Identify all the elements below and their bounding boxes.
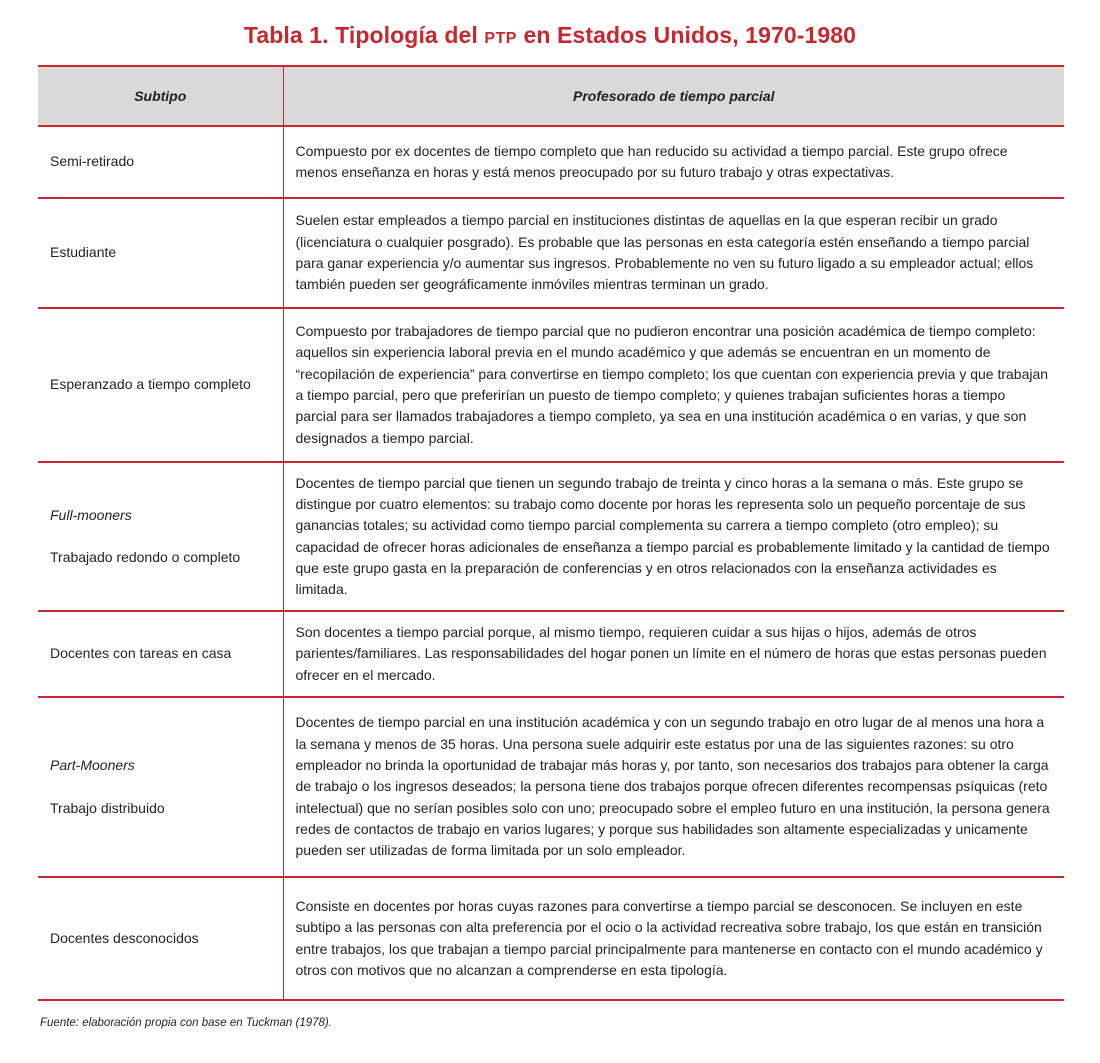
subtype-cell	[38, 877, 283, 1000]
subtype-english-label: Part-Mooners	[50, 757, 135, 774]
table-row	[38, 308, 1064, 462]
table-title-suffix: en Estados Unidos, 1970-1980	[516, 22, 857, 48]
description-cell: Docentes de tiempo parcial que tienen un segundo trabajo de treinta y cinco horas a la semana o más. Este grupo se distingue por cuatro elementos: su trabajo como docente por horas les representa solo un pequeño porcentaje de sus ganancias totales; su actividad como tiempo parcial complementa su carrera a tiempo completo (otro empleo); su capacidad de ofrecer horas adicionales de enseñanza a tiempo parcial es probablemente limitado y la cantidad de tiempo que este grupo gasta en la preparación de conferencias y en otros relacionados con la enseñanza actividades es limitada.	[283, 462, 1064, 611]
subtype-cell	[38, 462, 283, 611]
subtype-label: Docentes desconocidos	[50, 929, 199, 946]
table-row	[38, 877, 1064, 1000]
subtype-label: Docentes con tareas en casa	[50, 645, 232, 662]
subtype-cell	[38, 697, 283, 877]
table-row	[38, 198, 1064, 308]
subtype-label: Trabajado redondo o completo	[50, 549, 241, 565]
table-row	[38, 126, 1064, 198]
table-row	[38, 697, 1064, 877]
subtype-cell	[38, 611, 283, 697]
subtype-label: Semi-retirado	[50, 153, 135, 170]
typology-table	[38, 65, 1064, 1001]
table-row	[38, 462, 1064, 611]
subtype-label: Trabajo distribuido	[50, 799, 165, 816]
description-cell: Compuesto por trabajadores de tiempo parcial que no pudieron encontrar una posición académica de tiempo completo: aquellos sin experiencia laboral previa en el mundo académico y que además se encuentran en un momento de “recopilación de experiencia” para convertirse en tiempo completo; los que cuentan con experiencia previa y que trabajan a tiempo parcial, pero que preferirían un puesto de tiempo completo; y quienes trabajan suficientes horas a tiempo parcial para ser llamados trabajadores a tiempo completo, ya sea en una institución académica o en varias, y que son designados a tiempo parcial.	[283, 308, 1064, 462]
subtype-cell	[38, 198, 283, 308]
subtype-label: Esperanzado a tiempo completo	[50, 376, 251, 393]
header-row	[38, 66, 1064, 126]
header-subtype: Subtipo	[38, 66, 283, 126]
description-cell: Docentes de tiempo parcial en una institución académica y con un segundo trabajo en otro lugar de al menos una hora a la semana y menos de 35 horas. Una persona suele adquirir este estatus por una de las siguientes razones: su otro empleador no brinda la oportunidad de trabajar más horas y, por tanto, son necesarios dos trabajos para obtener la carga de trabajo o los ingresos deseados; la persona tiene dos trabajos porque ofrecen diferentes recompensas psíquicas (reto intelectual) que no serían posibles solo con uno; preocupado sobre el empleo futuro en una institución, la persona genera redes de contactos de trabajo en varios lugares; y porque sus habilidades son altamente especializadas y unicamente pueden ser utilizadas de forma limitada por un solo empleador.	[283, 697, 1064, 877]
description-cell: Consiste en docentes por horas cuyas razones para convertirse a tiempo parcial se desconocen. Se incluyen en este subtipo a las personas con alta preferencia por el ocio o la actividad recreativa sobre trabajo, los que están en transición entre trabajos, los que trabajan a tiempo parcial principalmente para mantenerse en contacto con el mundo académico y otros con motivos que no alcanzan a comprenderse en esta tipología.	[283, 877, 1064, 1000]
source-note: Fuente: elaboración propia con base en Tuckman (1978).	[40, 1017, 332, 1029]
table-title-prefix: Tabla 1. Tipología del	[243, 22, 485, 48]
table-title	[0, 22, 1100, 49]
description-cell: Suelen estar empleados a tiempo parcial en instituciones distintas de aquellas en la que esperan recibir un grado (licenciatura o cualquier posgrado). Es probable que las personas en esta categoría estén enseñando a tiempo parcial para ganar experiencia y/o aumentar sus ingresos. Probablemente no ven su futuro ligado a su empleador actual; ellos también pueden ser geográficamente inmóviles mientras terminan un grado.	[283, 198, 1064, 308]
description-cell: Son docentes a tiempo parcial porque, al mismo tiempo, requieren cuidar a sus hijas o hijos, además de otros parientes/familiares. Las responsabilidades del hogar ponen un límite en el número de horas que estas personas pueden ofrecer en el mercado.	[283, 611, 1064, 697]
table-row	[38, 611, 1064, 697]
subtype-english-label: Full-mooners	[50, 506, 132, 523]
subtype-cell	[38, 308, 283, 462]
subtype-cell	[38, 126, 283, 198]
subtype-label: Estudiante	[50, 244, 117, 261]
description-cell: Compuesto por ex docentes de tiempo completo que han reducido su actividad a tiempo parcial. Este grupo ofrece menos enseñanza en horas y está menos preocupado por su futuro trabajo y otras expectativas.	[283, 126, 1064, 198]
table-title-abbr: PTP	[484, 30, 517, 47]
header-description: Profesorado de tiempo parcial	[283, 66, 1064, 126]
